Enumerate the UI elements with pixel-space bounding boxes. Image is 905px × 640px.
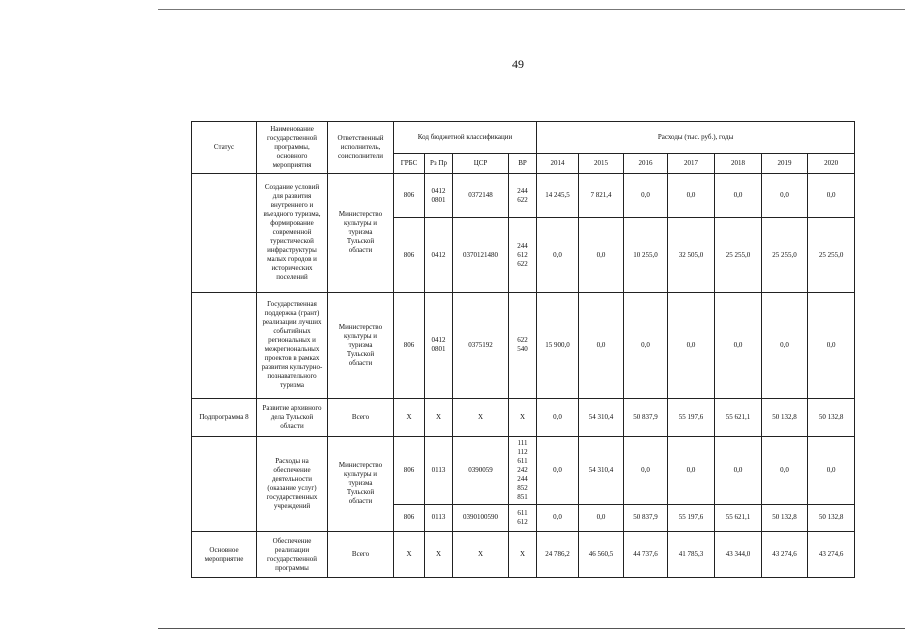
rzpr-cell: Х [425, 399, 453, 437]
year-header: 2016 [624, 154, 668, 173]
bottom-rule [158, 628, 905, 629]
vr-cell: Х [509, 532, 537, 578]
program-name-header: Наименование государственной программы, основного мероприятия [257, 122, 328, 174]
grbs-cell: 806 [394, 504, 425, 531]
rzpr-cell: 0113 [425, 504, 453, 531]
year-header: 2015 [579, 154, 624, 173]
budget-code-header: Код бюджетной классификации [394, 122, 537, 154]
value-cell: 50 837,9 [624, 399, 668, 437]
value-cell: 50 132,8 [762, 504, 808, 531]
vr-cell: Х [509, 399, 537, 437]
rzpr-header: Рз Пр [425, 154, 453, 173]
value-cell: 50 837,9 [624, 504, 668, 531]
status-cell: Основное мероприятие [192, 532, 257, 578]
value-cell: 44 737,6 [624, 532, 668, 578]
year-header: 2019 [762, 154, 808, 173]
rzpr-cell: Х [425, 532, 453, 578]
value-cell: 55 197,6 [668, 504, 715, 531]
program-name-cell: Обеспечение реализации государственной программы [257, 532, 328, 578]
grbs-cell: 806 [394, 218, 425, 292]
value-cell: 0,0 [762, 292, 808, 399]
value-cell: 0,0 [668, 292, 715, 399]
expenses-header: Расходы (тыс. руб.), годы [537, 122, 855, 154]
program-name-cell: Расходы на обеспечение деятельности (оказание услуг) государственных учреждений [257, 436, 328, 531]
value-cell: 0,0 [668, 173, 715, 218]
vr-cell: 244 612 622 [509, 218, 537, 292]
status-header: Статус [192, 122, 257, 174]
vr-cell: 244 622 [509, 173, 537, 218]
table-row [192, 532, 855, 578]
value-cell: 54 310,4 [579, 399, 624, 437]
grbs-cell: Х [394, 532, 425, 578]
value-cell: 54 310,4 [579, 436, 624, 504]
value-cell: 10 255,0 [624, 218, 668, 292]
status-cell: Подпрограмма 8 [192, 399, 257, 437]
responsible-cell: Всего [328, 532, 394, 578]
page-number: 49 [512, 57, 524, 71]
csr-cell: 0370121480 [453, 218, 509, 292]
rzpr-cell: 0412 [425, 218, 453, 292]
value-cell: 0,0 [762, 436, 808, 504]
value-cell: 43 274,6 [762, 532, 808, 578]
value-cell: 0,0 [668, 436, 715, 504]
vr-cell: 611 612 [509, 504, 537, 531]
csr-cell: 0390059 [453, 436, 509, 504]
value-cell: 0,0 [808, 436, 855, 504]
value-cell: 43 344,0 [715, 532, 762, 578]
value-cell: 50 132,8 [762, 399, 808, 437]
grbs-cell: 806 [394, 292, 425, 399]
value-cell: 14 245,5 [537, 173, 579, 218]
value-cell: 55 621,1 [715, 399, 762, 437]
grbs-cell: 806 [394, 436, 425, 504]
value-cell: 0,0 [537, 436, 579, 504]
rzpr-cell: 0412 0801 [425, 292, 453, 399]
status-cell [192, 173, 257, 292]
vr-header: ВР [509, 154, 537, 173]
value-cell: 0,0 [762, 173, 808, 218]
year-header: 2018 [715, 154, 762, 173]
csr-cell: 0390100590 [453, 504, 509, 531]
value-cell: 55 197,6 [668, 399, 715, 437]
grbs-header: ГРБС [394, 154, 425, 173]
csr-cell: 0375192 [453, 292, 509, 399]
value-cell: 25 255,0 [808, 218, 855, 292]
year-header: 2020 [808, 154, 855, 173]
value-cell: 55 621,1 [715, 504, 762, 531]
program-name-cell: Создание условий для развития внутреннего и въездного туризма, формирование современной туристической инфраструктуры малых городов и исторических поселений [257, 173, 328, 292]
value-cell: 32 505,0 [668, 218, 715, 292]
year-header: 2014 [537, 154, 579, 173]
value-cell: 43 274,6 [808, 532, 855, 578]
value-cell: 0,0 [715, 436, 762, 504]
value-cell: 50 132,8 [808, 504, 855, 531]
table-row [192, 436, 855, 504]
value-cell: 0,0 [537, 504, 579, 531]
responsible-cell: Министерство культуры и туризма Тульской области [328, 292, 394, 399]
vr-cell: 111 112 611 242 244 852 851 [509, 436, 537, 504]
value-cell: 0,0 [715, 173, 762, 218]
csr-cell: Х [453, 532, 509, 578]
status-cell [192, 436, 257, 531]
value-cell: 0,0 [579, 218, 624, 292]
grbs-cell: Х [394, 399, 425, 437]
value-cell: 25 255,0 [762, 218, 808, 292]
top-rule [158, 9, 905, 10]
vr-cell: 622 540 [509, 292, 537, 399]
value-cell: 50 132,8 [808, 399, 855, 437]
value-cell: 0,0 [624, 436, 668, 504]
value-cell: 0,0 [537, 399, 579, 437]
value-cell: 0,0 [579, 504, 624, 531]
value-cell: 25 255,0 [715, 218, 762, 292]
table-row [192, 399, 855, 437]
responsible-header: Ответственный исполнитель, соисполнители [328, 122, 394, 174]
status-cell [192, 292, 257, 399]
value-cell: 0,0 [624, 292, 668, 399]
csr-header: ЦСР [453, 154, 509, 173]
value-cell: 7 821,4 [579, 173, 624, 218]
rzpr-cell: 0113 [425, 436, 453, 504]
table-row [192, 292, 855, 399]
value-cell: 0,0 [808, 292, 855, 399]
budget-table [191, 121, 855, 578]
header-row [192, 122, 855, 154]
responsible-cell: Министерство культуры и туризма Тульской области [328, 173, 394, 292]
value-cell: 0,0 [624, 173, 668, 218]
year-header: 2017 [668, 154, 715, 173]
value-cell: 0,0 [808, 173, 855, 218]
program-name-cell: Государственная поддержка (грант) реализации лучших событийных региональных и межрегиональных проектов в рамках развития культурно- познавательного туризма [257, 292, 328, 399]
program-name-cell: Развитие архивного дела Тульской области [257, 399, 328, 437]
value-cell: 46 560,5 [579, 532, 624, 578]
value-cell: 24 786,2 [537, 532, 579, 578]
csr-cell: 0372148 [453, 173, 509, 218]
value-cell: 41 785,3 [668, 532, 715, 578]
value-cell: 0,0 [537, 218, 579, 292]
value-cell: 0,0 [715, 292, 762, 399]
responsible-cell: Министерство культуры и туризма Тульской области [328, 436, 394, 531]
rzpr-cell: 0412 0801 [425, 173, 453, 218]
responsible-cell: Всего [328, 399, 394, 437]
value-cell: 15 900,0 [537, 292, 579, 399]
table-row [192, 173, 855, 218]
csr-cell: Х [453, 399, 509, 437]
value-cell: 0,0 [579, 292, 624, 399]
grbs-cell: 806 [394, 173, 425, 218]
